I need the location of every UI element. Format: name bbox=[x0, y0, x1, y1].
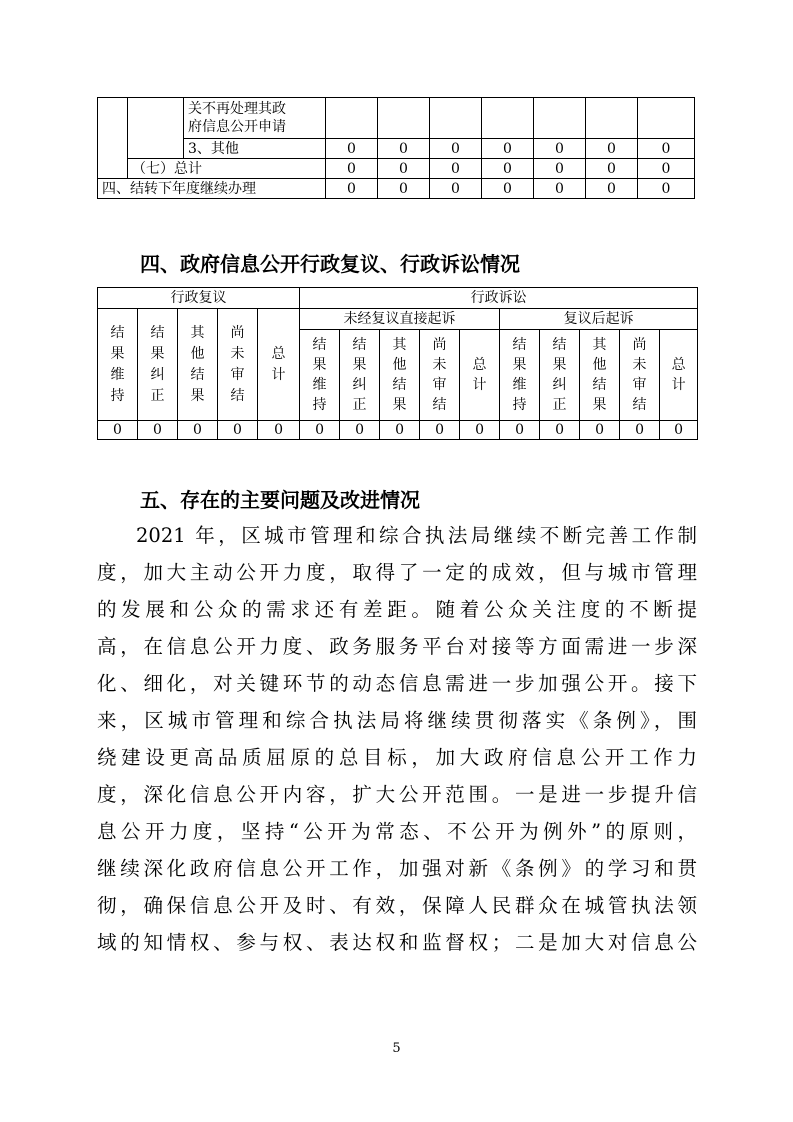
table-cell: 0 bbox=[534, 179, 586, 199]
paragraph-line: 来，区城市管理和综合执法局将继续贯彻落实《条例》，围 bbox=[97, 709, 697, 732]
table-cell: 0 bbox=[586, 139, 638, 159]
table-cell bbox=[534, 98, 586, 139]
table-cell: 0 bbox=[482, 179, 534, 199]
table-cell: 0 bbox=[326, 139, 378, 159]
table-cell: 0 bbox=[460, 421, 500, 440]
table-cell: 0 bbox=[430, 179, 482, 199]
table-cell: 0 bbox=[340, 421, 380, 440]
table-cell: 0 bbox=[660, 421, 698, 440]
row-label: （七）总计 bbox=[128, 159, 326, 179]
column-header: 尚 未 审 结 bbox=[218, 309, 258, 421]
table-cell: 0 bbox=[638, 139, 695, 159]
body-paragraph bbox=[97, 517, 697, 961]
paragraph-line: 2021 年，区城市管理和综合执法局继续不断完善工作制 bbox=[136, 524, 697, 547]
table-row bbox=[98, 159, 695, 179]
table-cell: 0 bbox=[178, 421, 218, 440]
table-cell: 0 bbox=[258, 421, 300, 440]
review-litigation-table bbox=[97, 287, 698, 440]
column-header: 结 果 纠 正 bbox=[540, 330, 580, 421]
table-cell bbox=[638, 98, 695, 139]
table-row bbox=[98, 309, 698, 330]
request-handling-table bbox=[97, 97, 695, 199]
table-cell bbox=[128, 98, 184, 159]
row-label: 四、结转下年度继续办理 bbox=[98, 179, 326, 199]
paragraph-line: 的发展和公众的需求还有差距。随着公众关注度的不断提 bbox=[97, 598, 697, 621]
row-label: 3、其他 bbox=[184, 139, 326, 159]
paragraph-line: 继续深化政府信息公开工作，加强对新《条例》的学习和贯 bbox=[97, 857, 697, 880]
table-cell: 0 bbox=[420, 421, 460, 440]
table-cell: 0 bbox=[98, 421, 138, 440]
column-header: 总 计 bbox=[460, 330, 500, 421]
subgroup-header-after-review: 复议后起诉 bbox=[500, 309, 698, 330]
column-header: 结 果 维 持 bbox=[500, 330, 540, 421]
table-cell: 0 bbox=[534, 159, 586, 179]
column-header: 其 他 结 果 bbox=[178, 309, 218, 421]
table-cell: 0 bbox=[378, 139, 430, 159]
paragraph-line: 度，深化信息公开内容，扩大公开范围。一是进一步提升信 bbox=[97, 783, 697, 806]
table-row bbox=[98, 98, 695, 139]
table-cell: 0 bbox=[638, 159, 695, 179]
table-cell: 0 bbox=[430, 159, 482, 179]
group-header-litigation: 行政诉讼 bbox=[300, 288, 698, 309]
table-cell: 0 bbox=[380, 421, 420, 440]
column-header: 总 计 bbox=[660, 330, 698, 421]
table-cell: 0 bbox=[534, 139, 586, 159]
paragraph-line: 绕建设更高品质屈原的总目标，加大政府信息公开工作力 bbox=[97, 746, 697, 769]
column-header: 结 果 维 持 bbox=[300, 330, 340, 421]
table-cell: 0 bbox=[430, 139, 482, 159]
paragraph-line: 彻，确保信息公开及时、有效，保障人民群众在城管执法领 bbox=[97, 894, 697, 917]
column-header: 结 果 纠 正 bbox=[138, 309, 178, 421]
column-header: 尚 未 审 结 bbox=[420, 330, 460, 421]
table-cell bbox=[586, 98, 638, 139]
column-header: 结 果 维 持 bbox=[98, 309, 138, 421]
paragraph-line: 息公开力度，坚持“公开为常态、不公开为例外”的原则， bbox=[97, 820, 697, 843]
table-cell: 0 bbox=[482, 139, 534, 159]
table-cell: 0 bbox=[378, 159, 430, 179]
group-header-review: 行政复议 bbox=[98, 288, 300, 309]
column-header: 总 计 bbox=[258, 309, 300, 421]
table-row bbox=[98, 421, 698, 440]
table-cell: 0 bbox=[586, 159, 638, 179]
section-heading-4: 四、政府信息公开行政复议、行政诉讼情况 bbox=[140, 252, 520, 276]
column-header: 其 他 结 果 bbox=[580, 330, 620, 421]
table-cell: 0 bbox=[580, 421, 620, 440]
column-header: 尚 未 审 结 bbox=[620, 330, 660, 421]
table-cell: 0 bbox=[300, 421, 340, 440]
paragraph-line: 高，在信息公开力度、政务服务平台对接等方面需进一步深 bbox=[97, 635, 697, 658]
row-label: 关不再处理其政 bbox=[188, 101, 286, 117]
table-cell: 0 bbox=[378, 179, 430, 199]
table-cell: 0 bbox=[500, 421, 540, 440]
table-cell: 0 bbox=[638, 179, 695, 199]
table-row bbox=[98, 139, 695, 159]
table-cell: 0 bbox=[326, 159, 378, 179]
table-row bbox=[98, 179, 695, 199]
table-cell: 0 bbox=[540, 421, 580, 440]
table-cell bbox=[98, 98, 128, 179]
row-label: 府信息公开申请 bbox=[188, 119, 286, 135]
table-cell bbox=[184, 98, 326, 139]
table-cell bbox=[482, 98, 534, 139]
table-cell: 0 bbox=[586, 179, 638, 199]
paragraph-line: 域的知情权、参与权、表达权和监督权；二是加大对信息公 bbox=[97, 931, 697, 954]
column-header: 其 他 结 果 bbox=[380, 330, 420, 421]
table-cell: 0 bbox=[482, 159, 534, 179]
table-cell: 0 bbox=[218, 421, 258, 440]
page-number: 5 bbox=[392, 1041, 401, 1056]
paragraph-line: 度，加大主动公开力度，取得了一定的成效，但与城市管理 bbox=[97, 561, 697, 584]
section-heading-5: 五、存在的主要问题及改进情况 bbox=[140, 488, 420, 512]
table-cell: 0 bbox=[620, 421, 660, 440]
table-cell bbox=[378, 98, 430, 139]
column-header: 结 果 纠 正 bbox=[340, 330, 380, 421]
table-cell: 0 bbox=[138, 421, 178, 440]
table-cell bbox=[326, 98, 378, 139]
table-cell bbox=[430, 98, 482, 139]
table-cell: 0 bbox=[326, 179, 378, 199]
paragraph-line: 化、细化，对关键环节的动态信息需进一步加强公开。接下 bbox=[97, 672, 697, 695]
subgroup-header-direct: 未经复议直接起诉 bbox=[300, 309, 500, 330]
table-row bbox=[98, 288, 698, 309]
